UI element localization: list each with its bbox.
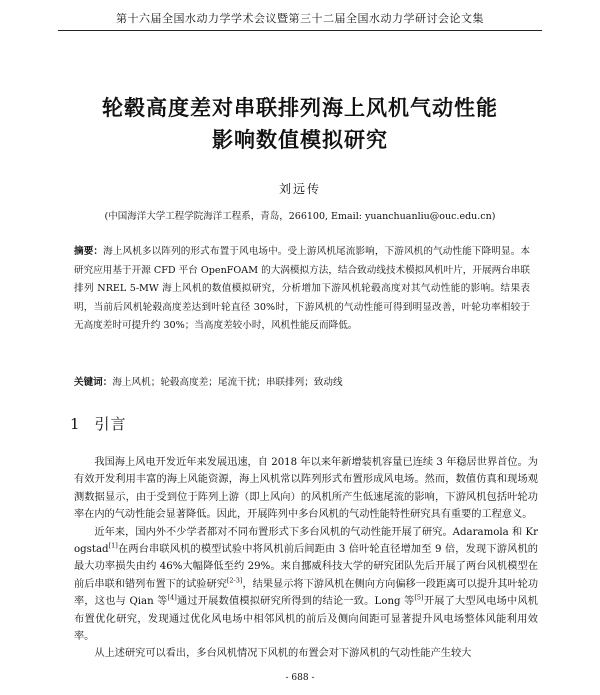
abstract-label: 摘要： [74, 246, 104, 257]
page-number: - 688 - [285, 673, 315, 683]
abstract-text: 海上风机多以阵列的形式布置于风电场中。受上游风机尾流影响，下游风机的气动性能下降明显。本研究应用基于开源 CFD 平台 OpenFOAM 的大涡模拟方法，结合致动线技术模拟风机叶片，开展两台串联排列 NREL 5-MW 海上风机的数值模拟研究，分析增加下游风机轮毂高度对其气动性能的影响。结果表明，当前后风机轮毂高度差达到叶轮直径 30%时，下游风机的气动性能可得到明显改善，叶轮功率相较于无高度差时可提升约 30%；当高度差较小时，风机性能反而降低。 [74, 246, 531, 331]
paragraph-2-part-d: 通过开展数值模拟研究所得到的结论一致。Long 等 [176, 596, 415, 608]
body-text [74, 454, 538, 663]
paragraph-2-part-b: 在两台串联风机的模型试验中将风机前后间距由 3 倍叶轮直径增加至 9 倍，发现下游风机的最大功率损失由约 46%大幅降低至约 29%。来自挪威科技大学的研究团队先后开展了两台风机模型在前后串联和错列布置下的试验研究 [74, 544, 538, 590]
citation-ref-1: [1] [108, 541, 118, 550]
citation-ref-2: [2-3] [226, 576, 243, 585]
paragraph-2-part-e: 开展了大型风电场中风机布置优化研究，发现通过优化风电场中相邻风机的前后及侧向间距可显著提升风电场整体风能利用效率。 [74, 596, 538, 643]
paragraph-3: 从上述研究可以看出，多台风机情况下风机的布置会对下游风机的气动性能产生较大 [94, 648, 472, 660]
citation-ref-3: [4] [167, 593, 177, 602]
paper-title [40, 92, 560, 156]
citation-ref-4: [5] [414, 593, 424, 602]
abstract [74, 243, 530, 336]
section-heading [70, 413, 141, 434]
keywords [74, 374, 530, 392]
keywords-label: 关键词： [74, 377, 113, 388]
paragraph-2-part-a: 近年来，国内外不少学者都对不同布置形式下多台风机的气动性能开展了研究。Adaramola 和 Krogstad [74, 526, 538, 556]
paragraph-1: 我国海上风电开发近年来发展迅速，自 2018 年以来年新增装机容量已连续 3 年稳居世界首位。为有效开发利用丰富的海上风能资源，海上风机常以阵列形式布置形成风电场。然而，数值仿真和现场观测数据显示，由于受到位于阵列上游（即上风向）的风机所产生低速尾流的影响，下游风机包括叶轮功率在内的气动性能会显著降低。因此，开展阵列中多台风机的气动性能特性研究具有重要的工程意义。 [74, 457, 538, 521]
author-affiliation: (中国海洋大学工程学院海洋工程系，青岛，266100, Email: yuanchuanliu@ouc.edu.cn) [104, 211, 496, 222]
paragraph-2 [74, 524, 538, 646]
paper-title-line-1: 轮毂高度差对串联排列海上风机气动性能 [102, 96, 498, 120]
paragraph-2-part-c: ，结果显示将下游风机在侧向方向偏移一段距离可以提升其叶轮功率，这也与 Qian 等 [74, 578, 539, 608]
section-number: 1 [70, 415, 81, 433]
running-header: 第十六届全国水动力学学术会议暨第三十二届全国水动力学研讨会论文集 [58, 10, 542, 31]
author-name: 刘远传 [278, 182, 321, 196]
keywords-text: 海上风机；轮毂高度差；尾流干扰；串联排列；致动线 [112, 377, 343, 388]
section-title: 引言 [94, 415, 127, 433]
paper-title-line-2: 影响数值模拟研究 [212, 128, 388, 152]
